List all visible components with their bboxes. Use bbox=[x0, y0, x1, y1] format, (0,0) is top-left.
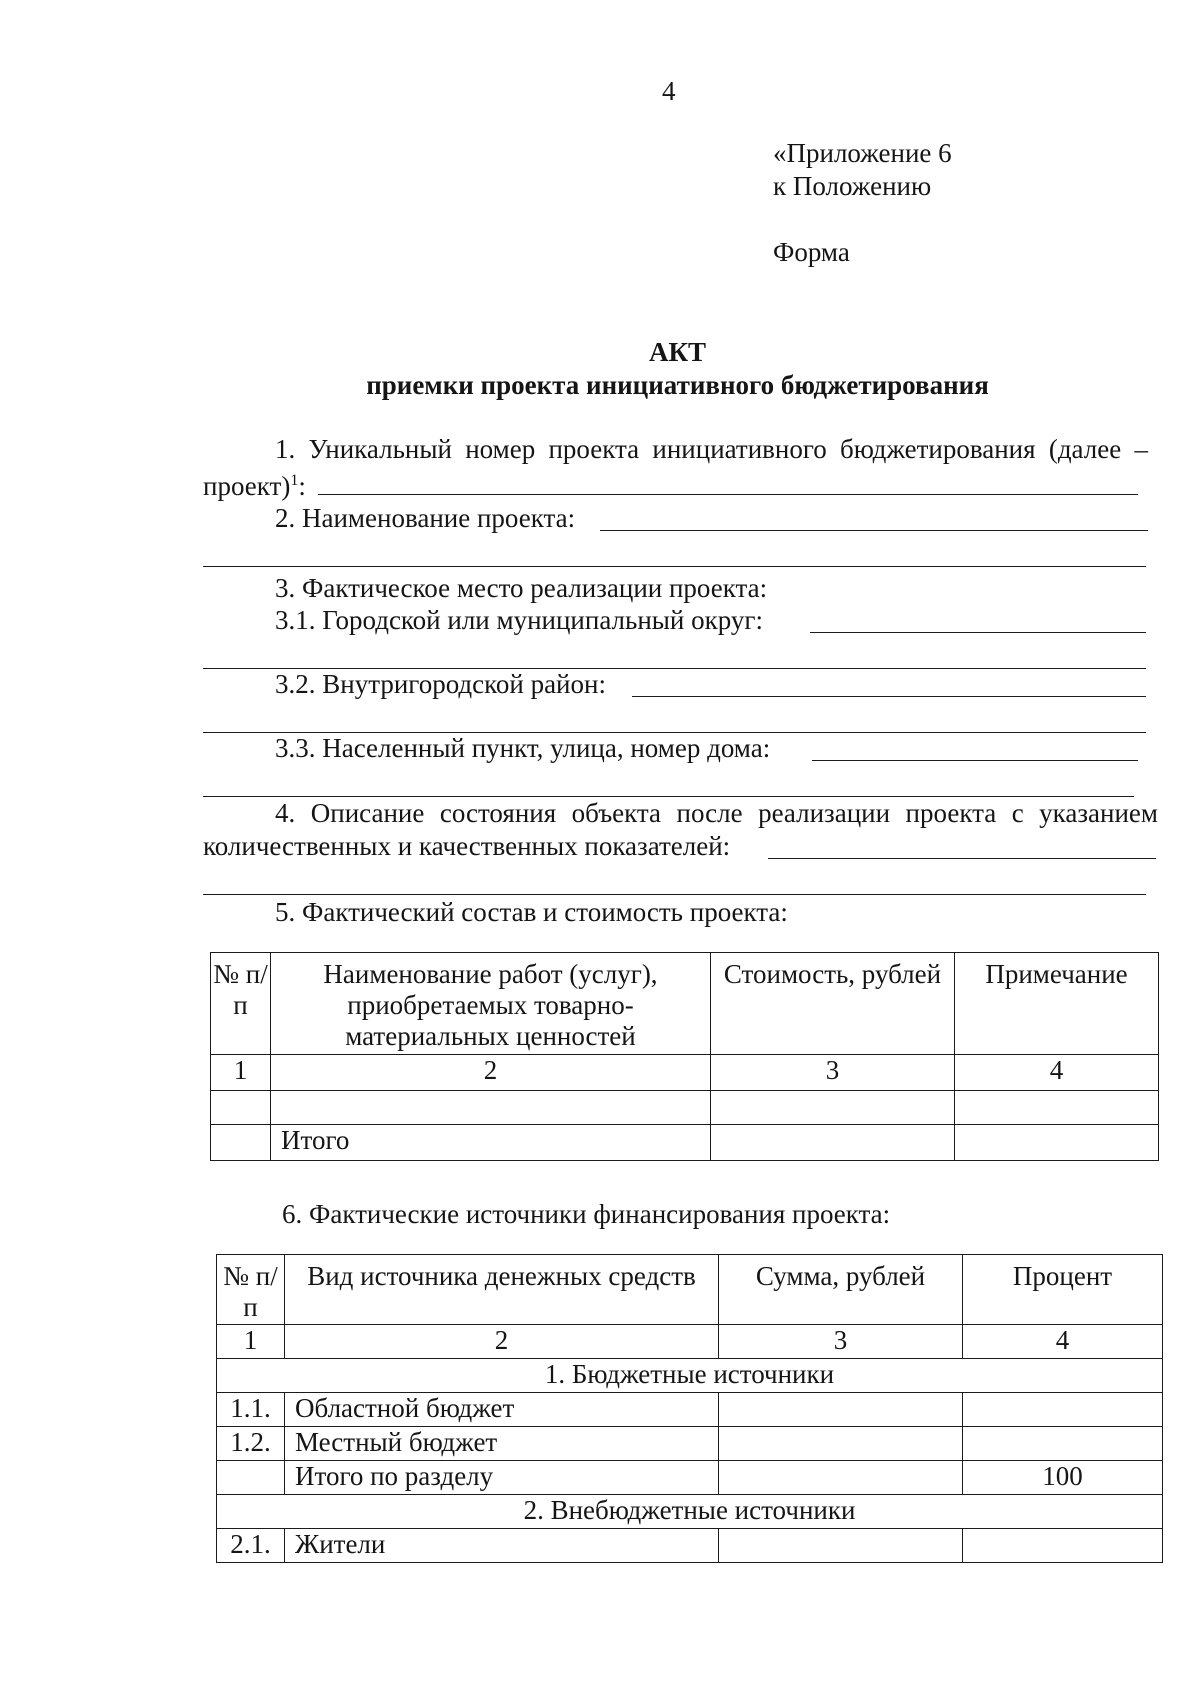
cost-col-number: 3 bbox=[711, 1055, 955, 1091]
field-3-1-label: 3.1. Городской или муниципальный округ: bbox=[275, 605, 763, 635]
cost-cell-empty[interactable] bbox=[711, 1091, 955, 1125]
form-label: Форма bbox=[773, 237, 850, 267]
appendix-reference: к Положению bbox=[773, 171, 932, 201]
field-3-2-label: 3.2. Внутригородской район: bbox=[275, 669, 606, 699]
sources-subtotal-row bbox=[217, 1461, 1163, 1495]
sources-table-column-numbers bbox=[217, 1325, 1163, 1359]
sources-table-row bbox=[217, 1529, 1163, 1563]
field-3-label: 3. Фактическое место реализации проекта: bbox=[275, 573, 768, 603]
cost-total-value[interactable] bbox=[711, 1125, 955, 1161]
sources-row-number bbox=[217, 1461, 285, 1495]
sources-row-percent[interactable] bbox=[963, 1529, 1163, 1563]
sources-header-type: Вид источника денежных средств bbox=[285, 1255, 719, 1325]
field-3-3-input-line[interactable] bbox=[812, 760, 1138, 761]
document-title: АКТ bbox=[648, 337, 707, 367]
cost-header-number: № п/п bbox=[211, 953, 271, 1055]
cost-col-number: 2 bbox=[271, 1055, 711, 1091]
sources-row-amount[interactable] bbox=[719, 1529, 963, 1563]
page-number: 4 bbox=[662, 76, 676, 106]
sources-subtotal-label: Итого по разделу bbox=[285, 1461, 719, 1495]
cost-cell-empty[interactable] bbox=[955, 1091, 1159, 1125]
sources-header-amount: Сумма, рублей bbox=[719, 1255, 963, 1325]
field-1-label: 1. Уникальный номер проекта инициативного бюджетирования (далее – bbox=[275, 434, 1148, 464]
field-2-input-line[interactable] bbox=[600, 530, 1148, 531]
sources-table-row bbox=[217, 1393, 1163, 1427]
sources-row-amount[interactable] bbox=[719, 1427, 963, 1461]
sources-row-number: 1.2. bbox=[217, 1427, 285, 1461]
cost-col-number: 4 bbox=[955, 1055, 1159, 1091]
field-4-label: 4. Описание состояния объекта после реализации проекта с указанием bbox=[275, 798, 1158, 828]
sources-col-number: 3 bbox=[719, 1325, 963, 1359]
cost-total-note[interactable] bbox=[955, 1125, 1159, 1161]
sources-row-percent[interactable] bbox=[963, 1427, 1163, 1461]
cost-table-empty-row bbox=[211, 1091, 1159, 1125]
sources-header-number: № п/п bbox=[217, 1255, 285, 1325]
sources-col-number: 4 bbox=[963, 1325, 1163, 1359]
sources-row-name: Жители bbox=[285, 1529, 719, 1563]
sources-section-row bbox=[217, 1359, 1163, 1393]
field-4-label-cont: количественных и качественных показателей: bbox=[203, 831, 731, 861]
sources-row-number: 1.1. bbox=[217, 1393, 285, 1427]
field-2-label: 2. Наименование проекта: bbox=[275, 503, 576, 533]
field-1-input-line[interactable] bbox=[318, 494, 1138, 495]
cost-cell-empty[interactable] bbox=[211, 1091, 271, 1125]
cost-total-label: Итого bbox=[271, 1125, 711, 1161]
sources-table bbox=[216, 1254, 1163, 1563]
sources-table-header-row bbox=[217, 1255, 1163, 1325]
sources-section-extrabudget: 2. Внебюджетные источники bbox=[217, 1495, 1163, 1529]
sources-col-number: 2 bbox=[285, 1325, 719, 1359]
sources-table-row bbox=[217, 1427, 1163, 1461]
sources-row-amount[interactable] bbox=[719, 1393, 963, 1427]
field-3-2-input-line[interactable] bbox=[632, 696, 1146, 697]
cost-header-cost: Стоимость, рублей bbox=[711, 953, 955, 1055]
cost-col-number: 1 bbox=[211, 1055, 271, 1091]
sources-row-name: Областной бюджет bbox=[285, 1393, 719, 1427]
sources-header-percent: Процент bbox=[963, 1255, 1163, 1325]
field-5-label: 5. Фактический состав и стоимость проекта: bbox=[275, 897, 788, 927]
cost-header-name: Наименование работ (услуг), приобретаемых товарно-материальных ценностей bbox=[271, 953, 711, 1055]
field-4-input-line-2[interactable] bbox=[203, 894, 1146, 895]
footnote-marker: 1 bbox=[290, 472, 299, 489]
cost-table bbox=[210, 952, 1159, 1161]
cost-table-column-numbers bbox=[211, 1055, 1159, 1091]
cost-cell-empty[interactable] bbox=[271, 1091, 711, 1125]
cost-table-total-row bbox=[211, 1125, 1159, 1161]
sources-subtotal-percent: 100 bbox=[963, 1461, 1163, 1495]
field-6-label: 6. Фактические источники финансирования проекта: bbox=[282, 1199, 891, 1229]
document-subtitle: приемки проекта инициативного бюджетирования bbox=[366, 370, 989, 400]
sources-row-number: 2.1. bbox=[217, 1529, 285, 1563]
sources-section-row bbox=[217, 1495, 1163, 1529]
field-1-label-cont: проект)$^1$: bbox=[203, 471, 306, 501]
appendix-label: «Приложение 6 bbox=[773, 138, 952, 168]
sources-col-number: 1 bbox=[217, 1325, 285, 1359]
cost-table-header-row bbox=[211, 953, 1159, 1055]
cost-cell-empty bbox=[211, 1125, 271, 1161]
field-2-input-line-2[interactable] bbox=[203, 566, 1146, 567]
field-3-3-label: 3.3. Населенный пункт, улица, номер дома: bbox=[275, 733, 771, 763]
cost-header-note: Примечание bbox=[955, 953, 1159, 1055]
field-3-1-input-line[interactable] bbox=[810, 632, 1146, 633]
sources-section-budget: 1. Бюджетные источники bbox=[217, 1359, 1163, 1393]
sources-subtotal-amount[interactable] bbox=[719, 1461, 963, 1495]
sources-row-percent[interactable] bbox=[963, 1393, 1163, 1427]
field-4-input-line[interactable] bbox=[768, 858, 1156, 859]
sources-row-name: Местный бюджет bbox=[285, 1427, 719, 1461]
